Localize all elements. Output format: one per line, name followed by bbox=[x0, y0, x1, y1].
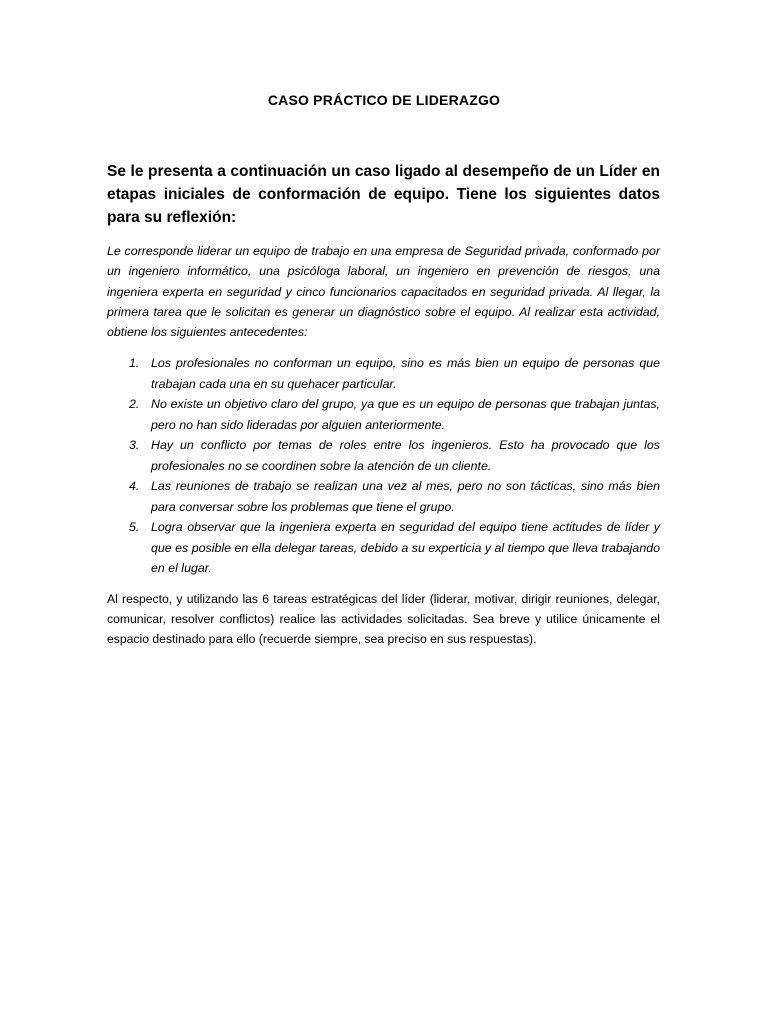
list-item-text: Los profesionales no conforman un equipo, sino es más bien un equipo de personas que trabajan cada una en su quehacer particular. bbox=[151, 356, 660, 391]
list-item-number: 3. bbox=[129, 438, 140, 452]
list-item bbox=[107, 476, 660, 517]
list-item-number: 2. bbox=[129, 397, 140, 411]
list-item-number: 4. bbox=[129, 479, 140, 493]
list-item-number: 5. bbox=[129, 520, 140, 534]
intro-paragraph: Se le presenta a continuación un caso ligado al desempeño de un Líder en etapas iniciales de conformación de equipo. Tiene los siguientes datos para su reflexión: bbox=[107, 163, 660, 226]
list-item-text: Logra observar que la ingeniera experta en seguridad del equipo tiene actitudes de líder y que es posible en ella delegar tareas, debido a su experticia y al tiempo que lleva trabajando en el lugar. bbox=[151, 520, 660, 575]
list-item bbox=[107, 435, 660, 476]
list-item-text: Las reuniones de trabajo se realizan una vez al mes, pero no son tácticas, sino más bien para conversar sobre los problemas que tiene el grupo. bbox=[151, 479, 660, 514]
list-item bbox=[107, 394, 660, 435]
list-item bbox=[107, 517, 660, 579]
list-item-text: Hay un conflicto por temas de roles entre los ingenieros. Esto ha provocado que los profesionales no se coordinen sobre la atención de un cliente. bbox=[151, 438, 660, 473]
list-item-number: 1. bbox=[129, 356, 140, 370]
list-item-text: No existe un objetivo claro del grupo, ya que es un equipo de personas que trabajan juntas, pero no han sido lideradas por alguien anteriormente. bbox=[151, 397, 660, 432]
list-item bbox=[107, 353, 660, 394]
closing-paragraph: Al respecto, y utilizando las 6 tareas estratégicas del líder (liderar, motivar, dirigir reuniones, delegar, comunicar, resolver conflictos) realice las actividades solicitadas. Sea breve y utilice únicamente el espacio destinado para ello (recuerde siempre, sea preciso en sus respuestas). bbox=[107, 592, 660, 646]
document-title: CASO PRÁCTICO DE LIDERAZGO bbox=[267, 92, 501, 108]
case-paragraph: Le corresponde liderar un equipo de trabajo en una empresa de Seguridad privada, conformado por un ingeniero informático, una psicóloga laboral, un ingeniero en prevención de riesgos, una ingeniera experta en seguridad y cinco funcionarios capacitados en seguridad privada. Al llegar, la primera tarea que le solicitan es generar un diagnóstico sobre el equipo. Al realizar esta actividad, obtiene los siguientes antecedentes: bbox=[107, 244, 660, 340]
antecedents-list bbox=[107, 353, 660, 579]
